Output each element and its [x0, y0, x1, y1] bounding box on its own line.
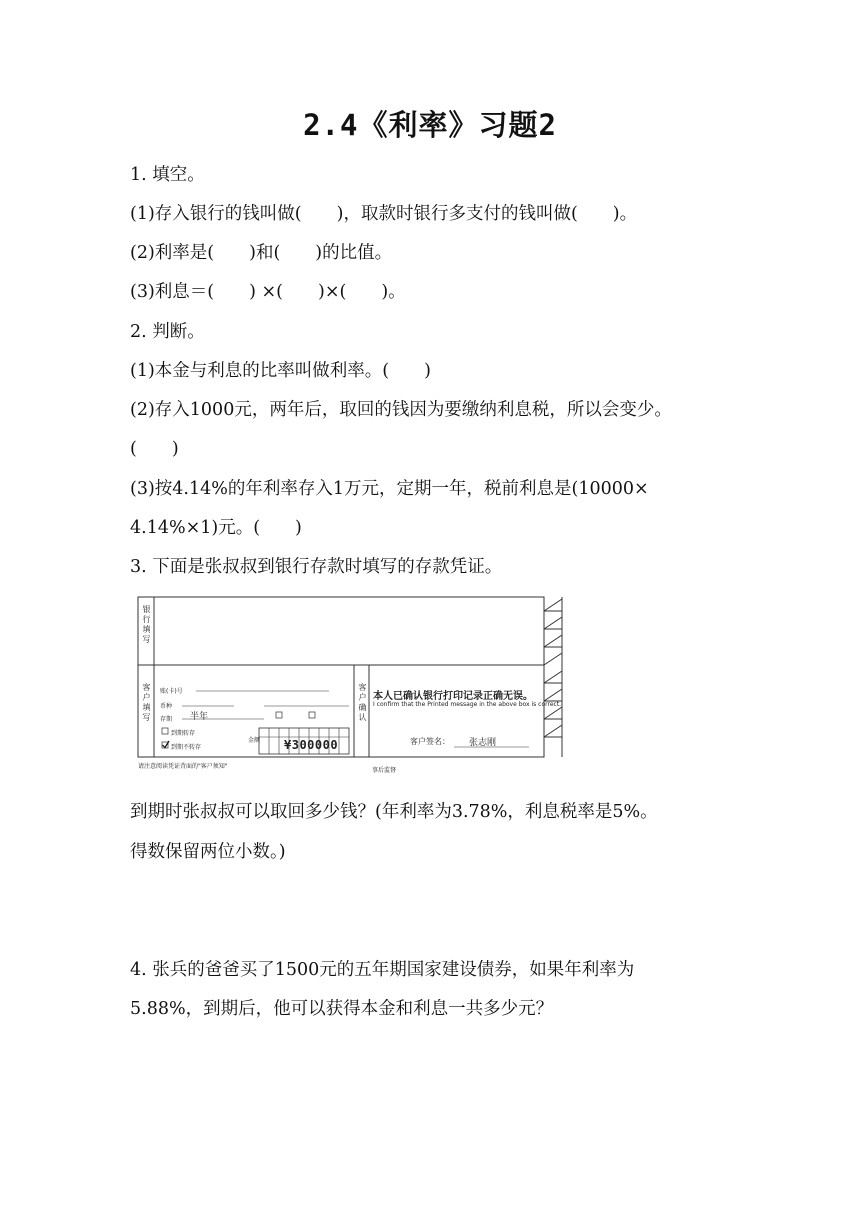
voucher-frame — [134, 591, 568, 781]
question-2-3: (3)按4.14%的年利率存入1万元，定期一年，税前利息是(10000× — [130, 479, 649, 499]
voucher-no-renew-label: 到期不转存 — [171, 744, 202, 751]
voucher-signature-value: 张志刚 — [469, 738, 497, 748]
question-2-1: (1)本金与利息的比率叫做利率。( ) — [130, 361, 431, 381]
voucher-term-label: 存期 — [160, 716, 173, 723]
voucher-confirm-text-en: I confirm that the Printed message in the above box is correct. — [373, 701, 562, 708]
question-2-3-cont: 4.14%×1)元。( ) — [130, 518, 302, 538]
question-1-2: (2)利率是( )和( )的比值。 — [130, 243, 393, 263]
voucher-customer-fill-label: 客户填写 — [142, 683, 151, 723]
voucher-confirm-text: 本人已确认银行打印记录正确无误。 — [373, 691, 533, 702]
question-1-1: (1)存入银行的钱叫做( )，取款时银行多支付的钱叫做( )。 — [130, 204, 638, 224]
section-1-heading: 1. 填空。 — [130, 165, 205, 185]
question-2-2: (2)存入1000元，两年后，取回的钱因为要缴纳利息税，所以会变少。 — [130, 400, 672, 420]
question-1-3: (3)利息＝( ) ×( )×( )。 — [130, 282, 406, 302]
voucher-auto-renew-label: 到期转存 — [171, 730, 196, 737]
voucher-customer-confirm-label: 客户确认 — [358, 683, 367, 723]
question-2-2-blank: ( ) — [130, 439, 179, 459]
voucher-account-label: 账(卡)号 — [160, 688, 183, 695]
section-3-heading: 3. 下面是张叔叔到银行存款时填写的存款凭证。 — [130, 557, 503, 577]
voucher-currency-label: 币种 — [160, 703, 173, 710]
deposit-voucher-image — [134, 591, 568, 781]
voucher-supervision-label: 事后监督 — [372, 767, 397, 774]
voucher-signature-label: 客户签名： — [410, 737, 450, 746]
voucher-bank-fill-label: 银行填写 — [142, 605, 151, 645]
voucher-amount-label: 金额 — [248, 737, 261, 744]
voucher-term-value: 半年 — [190, 712, 209, 722]
question-3-text-cont: 得数保留两位小数。) — [130, 842, 286, 862]
voucher-footer-note: 请注意阅读凭证背面的"客户须知" — [138, 763, 228, 770]
section-2-heading: 2. 判断。 — [130, 322, 205, 342]
page-title: 2.4《利率》习题2 — [303, 108, 557, 142]
question-4-text: 4. 张兵的爸爸买了1500元的五年期国家建设债券，如果年利率为 — [130, 960, 635, 980]
question-4-text-cont: 5.88%，到期后，他可以获得本金和利息一共多少元？ — [130, 999, 554, 1019]
question-3-text: 到期时张叔叔可以取回多少钱？(年利率为3.78%，利息税率是5%。 — [130, 802, 658, 822]
voucher-amount-value: ¥300000 — [284, 738, 339, 752]
